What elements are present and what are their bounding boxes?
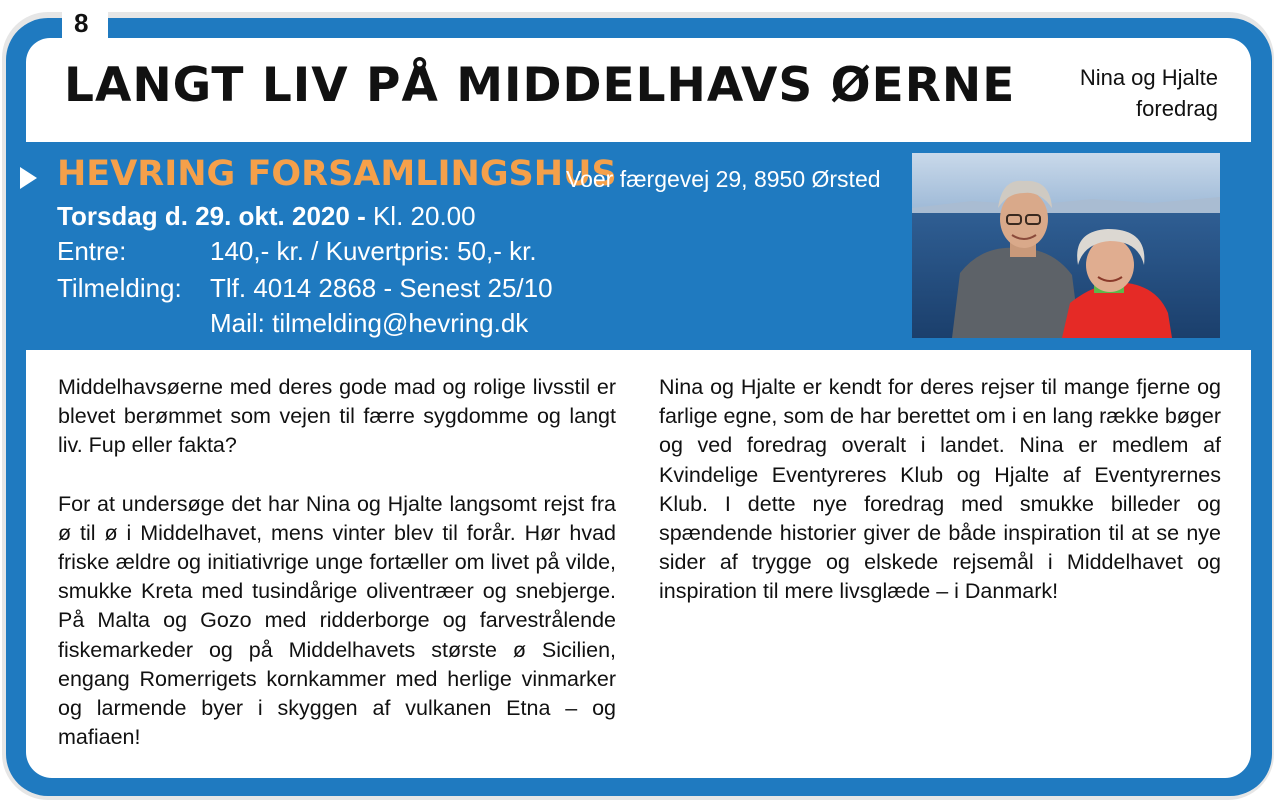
article-right-column <box>659 373 1221 636</box>
article-paragraph-2: For at undersøge det har Nina og Hjalte langsomt rejst fra ø til ø i Middelhavet, mens vinter blev til forår. Hør hvad friske ældre og initiativrige unge fortæller om livet på vilde, smukke Kreta med tusindårige oliventræer og snebjerge. På Malta og Gozo med ridderborge og farvestrålende fiskemarkeder og på Middelhavets største ø Sicilien, engang Romerrigets kornkammer med herlige vinmarker og larmende byer i skyggen af vulkanen Etna – og mafiaen! <box>58 491 616 750</box>
speakers-photo-drawing <box>912 153 1220 338</box>
venue-name: HEVRING FORSAMLINGSHUS <box>57 154 617 194</box>
event-time: Kl. 20.00 <box>365 201 476 231</box>
article-paragraph-1: Middelhavsøerne med deres gode mad og rolige livsstil er blevet berømmet som vejen til færre sygdomme og langt liv. Fup eller fakta? <box>58 375 616 458</box>
entre-label: Entre: <box>57 236 127 266</box>
mail-value: Mail: tilmelding@hevring.dk <box>210 308 529 338</box>
subtitle <box>1080 62 1218 124</box>
article-paragraph-3: Nina og Hjalte er kendt for deres rejser til mange fjerne og farlige egne, som de har berettet om i en lang række bøger og ved foredrag overalt i landet. Nina er medlem af Kvindelige Eventyreres Klub og Hjalte af Eventyrernes Klub. I dette nye foredrag med smukke billeder og spændende historier giver de både inspiration til at se nye sider af trygge og elskede rejsemål i Middelhavet og inspiration til mere livsglæde – i Danmark! <box>659 375 1221 604</box>
page-number: 8 <box>74 8 89 38</box>
tilmelding-label: Tilmelding: <box>57 273 182 303</box>
entre-value: 140,- kr. / Kuvertpris: 50,- kr. <box>210 236 537 266</box>
play-arrow-icon <box>20 167 37 189</box>
subtitle-line-2: foredrag <box>1136 96 1218 121</box>
event-date <box>57 201 476 232</box>
event-date-text: Torsdag d. 29. okt. 2020 - <box>57 201 366 231</box>
article-left-column <box>58 373 616 781</box>
speakers-photo <box>912 153 1220 338</box>
tilmelding-value: Tlf. 4014 2868 - Senest 25/10 <box>210 273 553 303</box>
venue-address: Voer færgevej 29, 8950 Ørsted <box>566 166 881 192</box>
subtitle-line-1: Nina og Hjalte <box>1079 65 1218 90</box>
page-title: LANGT LIV PÅ MIDDELHAVS ØERNE <box>64 58 1016 113</box>
